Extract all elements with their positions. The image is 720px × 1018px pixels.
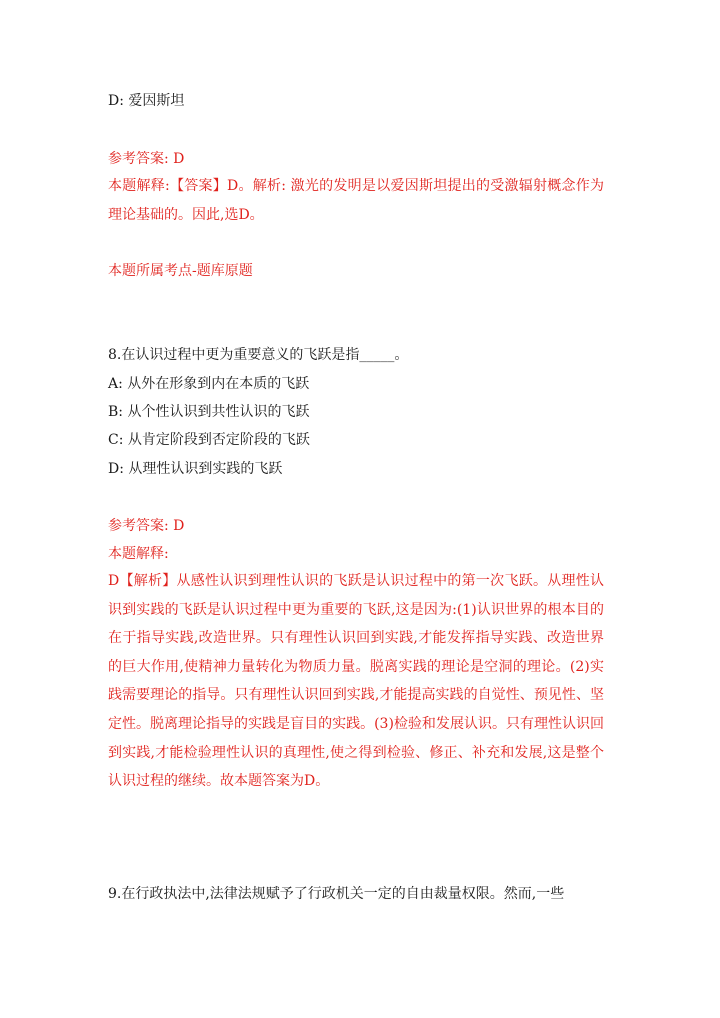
q8-explanation-label: 本题解释: [108,546,169,562]
q8-option-d: D: 从理性认识到实践的飞跃 [108,461,283,477]
q8-option-a: A: 从外在形象到内在本质的飞跃 [108,376,310,392]
q8-question: 8.在认识过程中更为重要意义的飞跃是指_____。 [108,347,409,363]
q7-option-d: D: 爱因斯坦 [108,93,185,109]
q8-explanation: D【解析】从感性认识到理性认识的飞跃是认识过程中的第一次飞跃。从理性认识到实践的飞跃是认识过程中更为重要的飞跃,这是因为:(1)认识世界的根本目的在于指导实践,改造世界。只有理性认识回到实践,才能发挥指导实践、改造世界的巨大作用,使精神力量转化为物质力量。脱离实践的理论是空洞的理论。(2)实践需要理论的指导。只有理性认识回到实践,才能提高实践的自觉性、预见性、坚定性。脱离理论指导的实践是盲目的实践。(3)检验和发展认识。只有理性认识回到实践,才能检验理性认识的真理性,使之得到检验、修正、补充和发展,这是整个认识过程的继续。故本题答案为D。 [108,573,604,790]
q7-explanation: 本题解释:【答案】D。解析: 激光的发明是以爱因斯坦提出的受激辐射概念作为理论基础的。因此,选D。 [108,178,604,223]
q8-answer: 参考答案: D [108,518,185,534]
q7-answer: 参考答案: D [108,151,185,167]
q8-option-c: C: 从肯定阶段到否定阶段的飞跃 [108,432,310,448]
q7-source-tag: 本题所属考点-题库原题 [108,263,253,279]
q9-question: 9.在行政执法中,法律法规赋予了行政机关一定的自由裁量权限。然而,一些 [108,886,565,902]
q8-option-b: B: 从个性认识到共性认识的飞跃 [108,404,310,420]
